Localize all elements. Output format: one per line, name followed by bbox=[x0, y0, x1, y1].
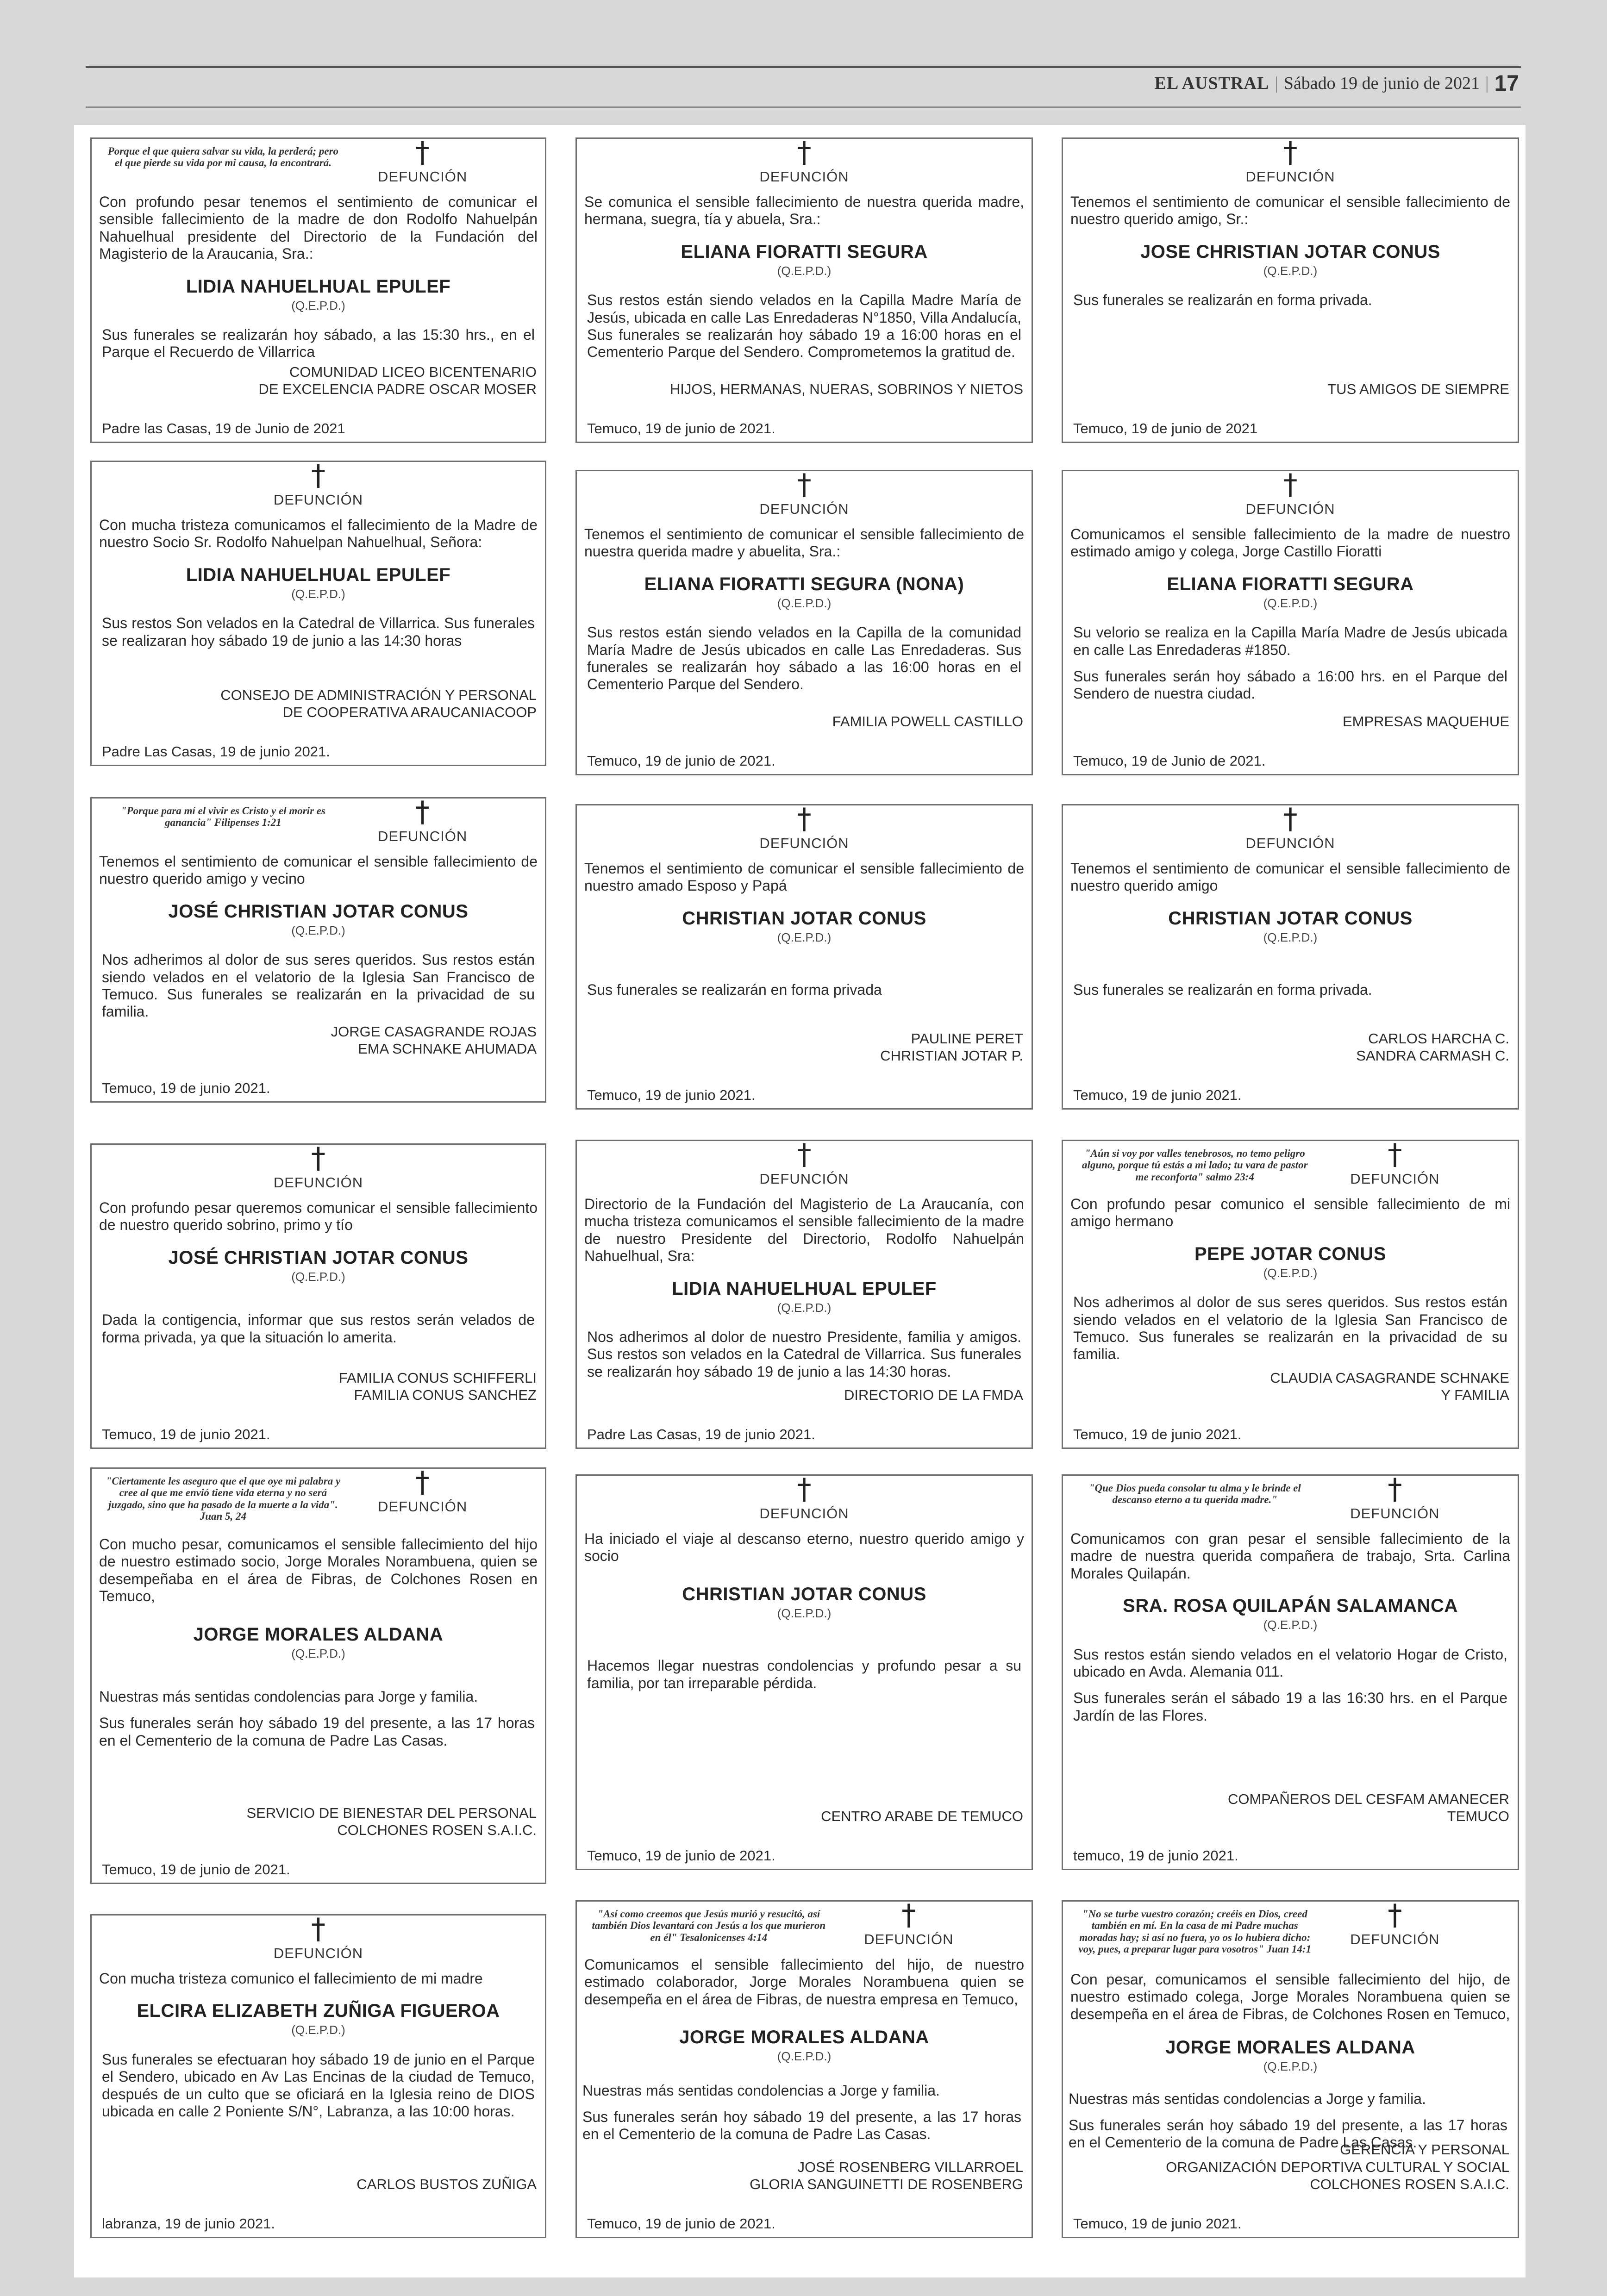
notice-label: DEFUNCIÓN bbox=[378, 828, 468, 844]
notice-intro: Comunicamos con gran pesar el sensible fallecimiento de la madre de nuestra querida compañera de trabajo, Srta. Carlina Morales Quilapán. bbox=[1070, 1530, 1510, 1582]
signature-line: TUS AMIGOS DE SIEMPRE bbox=[1327, 381, 1509, 397]
notice-label: DEFUNCIÓN bbox=[1245, 168, 1335, 185]
signature-line: EMPRESAS MAQUEHUE bbox=[1342, 713, 1509, 730]
signature-line: DE COOPERATIVA ARAUCANIACOOP bbox=[282, 704, 537, 720]
signature-line: PAULINE PERET bbox=[911, 1030, 1023, 1047]
cross-icon: † bbox=[415, 1467, 430, 1499]
notice-label: DEFUNCIÓN bbox=[1350, 1171, 1440, 1187]
bible-quote: "No se turbe vuestro corazón; creéis en Dios, creed también en mí. En la casa de mi Padre muchas moradas hay; si así no fuera, yo os lo hubiera dicho: voy, pues, a preparar lugar para vosotros" Juan 14:1 bbox=[1078, 1908, 1312, 1955]
obituary-notice bbox=[575, 137, 1033, 443]
notice-date: Temuco, 19 de junio de 2021 bbox=[1073, 420, 1258, 437]
signature-line: GERENCIA Y PERSONAL bbox=[1340, 2141, 1509, 2158]
notice-label: DEFUNCIÓN bbox=[273, 1945, 363, 1961]
notice-date: Temuco, 19 de junio 2021. bbox=[1073, 1426, 1242, 1442]
notice-date: temuco, 19 de junio 2021. bbox=[1073, 1847, 1238, 1864]
deceased-name: ELCIRA ELIZABETH ZUÑIGA FIGUEROA bbox=[137, 2001, 500, 2021]
signature bbox=[844, 1386, 1023, 1404]
notice-header bbox=[577, 1902, 1032, 1956]
signature bbox=[220, 686, 537, 721]
signature bbox=[1228, 1791, 1509, 1825]
obituary-notice bbox=[1062, 1140, 1519, 1449]
body-paragraph: Sus funerales serán hoy sábado 19 del presente, a las 17 horas en el Cementerio de la comuna de Padre Las Casas. bbox=[1069, 2116, 1507, 2151]
deceased-name: JORGE MORALES ALDANA bbox=[1165, 2037, 1415, 2058]
deceased-name: ELIANA FIORATTI SEGURA (NONA) bbox=[644, 574, 964, 594]
notice-date: Temuco, 19 de junio de 2021. bbox=[587, 1847, 775, 1864]
signature bbox=[1356, 1030, 1509, 1064]
notice-body bbox=[1073, 1294, 1507, 1363]
deceased-name: JOSÉ CHRISTIAN JOTAR CONUS bbox=[168, 1247, 469, 1268]
deceased-name: CHRISTIAN JOTAR CONUS bbox=[682, 908, 926, 929]
cross-icon: † bbox=[415, 137, 430, 169]
signature-line: GLORIA SANGUINETTI DE ROSENBERG bbox=[750, 2176, 1023, 2192]
notice-header bbox=[1063, 1141, 1518, 1196]
notice-date: Temuco, 19 de junio 2021. bbox=[102, 1079, 270, 1096]
notice-intro: Directorio de la Fundación del Magisterio de La Araucanía, con mucha tristeza comunicamos el sensible fallecimiento de la madre de nuestro Presidente del Directorio, Rodolfo Nahuelpán Nahuelhual, Sra: bbox=[584, 1196, 1024, 1265]
notice-body bbox=[102, 1311, 535, 1346]
deceased-name: LIDIA NAHUELHUAL EPULEF bbox=[672, 1278, 937, 1299]
qepd: (Q.E.P.D.) bbox=[1263, 1266, 1318, 1280]
notice-label: DEFUNCIÓN bbox=[378, 1498, 468, 1515]
qepd: (Q.E.P.D.) bbox=[777, 263, 832, 278]
notice-body bbox=[1073, 292, 1507, 309]
body-paragraph: Nuestras más sentidas condolencias para Jorge y familia. bbox=[99, 1688, 478, 1705]
notice-date: Temuco, 19 de junio 2021. bbox=[587, 1086, 756, 1103]
signature bbox=[750, 2159, 1023, 2193]
obituary-notice bbox=[1062, 470, 1519, 775]
signature-line: JOSÉ ROSENBERG VILLARROEL bbox=[797, 2159, 1023, 2175]
signature-line: CARLOS HARCHA C. bbox=[1368, 1030, 1509, 1047]
cross-icon: † bbox=[1283, 470, 1298, 501]
signature bbox=[331, 1023, 537, 1057]
notice-header bbox=[577, 1476, 1032, 1530]
obituary-notice bbox=[1062, 1900, 1519, 2238]
masthead bbox=[1155, 69, 1519, 97]
notice-body bbox=[587, 624, 1021, 693]
obituary-notice bbox=[90, 1467, 546, 1884]
body-paragraph: Dada la contigencia, informar que sus restos serán velados de forma privada, ya que la situación lo amerita. bbox=[102, 1311, 535, 1346]
signature-line: ORGANIZACIÓN DEPORTIVA CULTURAL Y SOCIAL bbox=[1166, 2159, 1509, 2175]
cross-icon: † bbox=[901, 1900, 916, 1932]
notice-date: labranza, 19 de junio 2021. bbox=[102, 2215, 275, 2232]
qepd: (Q.E.P.D.) bbox=[1263, 1618, 1318, 1632]
notice-header bbox=[92, 1915, 545, 1970]
issue-date: Sábado 19 de junio de 2021 bbox=[1283, 74, 1480, 93]
notice-header bbox=[92, 1469, 545, 1536]
notice-intro: Con mucha tristeza comunico el fallecimiento de mi madre bbox=[99, 1970, 483, 1987]
notice-intro: Ha iniciado el viaje al descanso eterno, nuestro querido amigo y socio bbox=[584, 1530, 1024, 1565]
notice-intro: Tenemos el sentimiento de comunicar el sensible fallecimiento de nuestro querido amigo, Sr.: bbox=[1070, 193, 1510, 228]
signature bbox=[880, 1030, 1023, 1064]
qepd: (Q.E.P.D.) bbox=[291, 298, 345, 312]
masthead-separator: | bbox=[1275, 74, 1278, 93]
qepd: (Q.E.P.D.) bbox=[291, 586, 345, 601]
signature-line: COMUNIDAD LICEO BICENTENARIO bbox=[289, 363, 537, 380]
cross-icon: † bbox=[311, 1143, 325, 1175]
bible-quote: "Que Dios pueda consolar tu alma y le brinde el descanso eterno a tu querida madre." bbox=[1088, 1482, 1301, 1506]
body-paragraph: Sus funerales se realizarán hoy sábado, a las 15:30 hrs., en el Parque el Recuerdo de Villarrica bbox=[102, 326, 535, 361]
notice-header bbox=[1063, 139, 1518, 193]
cross-icon: † bbox=[797, 470, 812, 501]
qepd: (Q.E.P.D.) bbox=[1263, 2059, 1318, 2074]
signature-line: HIJOS, HERMANAS, NUERAS, SOBRINOS Y NIETOS bbox=[669, 381, 1023, 397]
signature bbox=[821, 1808, 1023, 1825]
signature-line: CLAUDIA CASAGRANDE SCHNAKE bbox=[1270, 1369, 1509, 1386]
obituary-notice bbox=[575, 804, 1033, 1110]
bible-quote: "Aún si voy por valles tenebrosos, no temo peligro alguno, porque tú estás a mi lado; tu vara de pastor me reconforta" salmo 23:4 bbox=[1082, 1148, 1308, 1183]
notice-intro: Comunicamos el sensible fallecimiento de la madre de nuestro estimado amigo y colega, Jorge Castillo Fioratti bbox=[1070, 526, 1510, 560]
signature-line: COLCHONES ROSEN S.A.I.C. bbox=[1310, 2176, 1509, 2192]
notice-header bbox=[92, 139, 545, 193]
notice-header bbox=[577, 805, 1032, 860]
body-paragraph: Sus funerales se realizarán en forma privada. bbox=[1073, 981, 1372, 998]
cross-icon: † bbox=[1283, 137, 1298, 169]
obituary-notice bbox=[575, 1474, 1033, 1870]
signature-line: CARLOS BUSTOS ZUÑIGA bbox=[356, 2176, 537, 2192]
deceased-name: JORGE MORALES ALDANA bbox=[193, 1624, 444, 1645]
notice-intro: Con mucho pesar, comunicamos el sensible fallecimiento del hijo de nuestro estimado socio, Jorge Morales Norambuena, quien se desempeñaba en el área de Fibras, de Colchones Rosen en Temuco, bbox=[99, 1536, 538, 1605]
notice-body bbox=[587, 981, 1021, 998]
notice-body bbox=[587, 292, 1021, 361]
bible-quote: "Ciertamente les aseguro que el que oye mi palabra y cree al que me envió tiene vida eterna y no será juzgado, sino que ha pasado de la muerte a la vida". Juan 5, 24 bbox=[106, 1475, 341, 1522]
notice-header bbox=[577, 139, 1032, 193]
notice-date: Temuco, 19 de junio de 2021. bbox=[587, 752, 775, 769]
notice-intro: Se comunica el sensible fallecimiento de nuestra querida madre, hermana, suegra, tía y abuela, Sra.: bbox=[584, 193, 1024, 228]
notice-intro: Con profundo pesar tenemos el sentimiento de comunicar el sensible fallecimiento de la madre de don Rodolfo Nahuelpán Nahuelhual presidente del Directorio de la Fundación del Magisterio de la Araucania, Sra.: bbox=[99, 193, 538, 262]
notice-header bbox=[1063, 1902, 1518, 1971]
notice-body bbox=[102, 2051, 535, 2121]
notice-intro: Tenemos el sentimiento de comunicar el sensible fallecimiento de nuestro amado Esposo y Papá bbox=[584, 860, 1024, 894]
bible-quote: "Porque para mí el vivir es Cristo y el morir es ganancia" Filipenses 1:21 bbox=[120, 805, 325, 829]
signature-line: CONSEJO DE ADMINISTRACIÓN Y PERSONAL bbox=[220, 686, 537, 703]
notice-intro: Con profundo pesar comunico el sensible fallecimiento de mi amigo hermano bbox=[1070, 1196, 1510, 1230]
bible-quote: "Así como creemos que Jesús murió y resucitó, así también Dios levantará con Jesús a los que murieron en él" Tesalonicenses 4:14 bbox=[592, 1908, 826, 1943]
masthead-separator: | bbox=[1485, 74, 1489, 93]
signature-line: DIRECTORIO DE LA FMDA bbox=[844, 1386, 1023, 1403]
signature-line: COLCHONES ROSEN S.A.I.C. bbox=[337, 1822, 537, 1838]
notice-intro: Con profundo pesar queremos comunicar el sensible fallecimiento de nuestro querido sobrino, primo y tío bbox=[99, 1199, 538, 1234]
signature bbox=[1166, 2141, 1509, 2193]
body-paragraph: Sus restos están siendo velados en la Capilla de la comunidad María Madre de Jesús ubicados en calle Las Enredaderas. Sus funerales se realizarán hoy sábado a las 16:00 horas en el Cementerio Parque del Sendero. bbox=[587, 624, 1021, 693]
obituary-notice bbox=[575, 1900, 1033, 2238]
body-paragraph: Sus funerales se realizarán en forma privada bbox=[587, 981, 882, 998]
deceased-name: JORGE MORALES ALDANA bbox=[679, 2027, 929, 2048]
signature bbox=[356, 2176, 537, 2193]
signature-line: DE EXCELENCIA PADRE OSCAR MOSER bbox=[258, 381, 537, 397]
notice-body bbox=[587, 1329, 1021, 1380]
deceased-name: CHRISTIAN JOTAR CONUS bbox=[682, 1584, 926, 1604]
qepd: (Q.E.P.D.) bbox=[291, 2023, 345, 2037]
signature bbox=[247, 1804, 537, 1839]
notice-intro: Tenemos el sentimiento de comunicar el sensible fallecimiento de nuestro querido amigo y vecino bbox=[99, 853, 538, 887]
notice-date: Padre Las Casas, 19 de junio 2021. bbox=[102, 743, 330, 760]
qepd: (Q.E.P.D.) bbox=[777, 930, 832, 944]
deceased-name: LIDIA NAHUELHUAL EPULEF bbox=[186, 276, 451, 297]
qepd: (Q.E.P.D.) bbox=[291, 923, 345, 937]
notice-label: DEFUNCIÓN bbox=[864, 1931, 954, 1947]
notice-header bbox=[92, 462, 545, 517]
newspaper-name: EL AUSTRAL bbox=[1154, 74, 1269, 93]
signature-line: SANDRA CARMASH C. bbox=[1356, 1047, 1509, 1064]
signature-line: CENTRO ARABE DE TEMUCO bbox=[821, 1808, 1023, 1824]
notice-header bbox=[92, 799, 545, 853]
body-paragraph: Sus funerales serán hoy sábado 19 del presente, a las 17 horas en el Cementerio de la comuna de Padre Las Casas. bbox=[582, 2108, 1021, 2143]
cross-icon: † bbox=[1283, 804, 1298, 836]
body-paragraph: Sus funerales se efectuaran hoy sábado 19 de junio en el Parque el Sendero, ubicado en Av Las Encinas de la ciudad de Temuco, después de un culto que se oficiará en la Iglesia reino de DIOS ubicada en calle 2 Poniente S/N°, Labranza, a las 10:00 horas. bbox=[102, 2051, 535, 2120]
body-paragraph: Nuestras más sentidas condolencias a Jorge y familia. bbox=[1069, 2090, 1426, 2107]
notice-body bbox=[102, 615, 535, 649]
notice-label: DEFUNCIÓN bbox=[1350, 1931, 1440, 1947]
notice-body bbox=[102, 951, 535, 1021]
signature-line: FAMILIA POWELL CASTILLO bbox=[832, 713, 1023, 730]
notice-label: DEFUNCIÓN bbox=[1245, 501, 1335, 517]
notice-label: DEFUNCIÓN bbox=[378, 168, 468, 185]
qepd: (Q.E.P.D.) bbox=[291, 1646, 345, 1660]
notice-intro: Comunicamos el sensible fallecimiento del hijo, de nuestro estimado colaborador, Jorge Morales Norambuena quien se desempeña en el área de Fibras, de nuestra empresa en Temuco, bbox=[584, 1956, 1024, 2008]
signature bbox=[1343, 713, 1509, 730]
cross-icon: † bbox=[797, 137, 812, 169]
page-number: 17 bbox=[1494, 71, 1519, 96]
notice-intro: Tenemos el sentimiento de comunicar el sensible fallecimiento de nuestro querido amigo bbox=[1070, 860, 1510, 894]
notice-date: Temuco, 19 de junio de 2021. bbox=[587, 2215, 775, 2232]
cross-icon: † bbox=[1388, 1474, 1402, 1506]
qepd: (Q.E.P.D.) bbox=[777, 1300, 832, 1315]
obituary-notice bbox=[1062, 137, 1519, 443]
signature-line: FAMILIA CONUS SANCHEZ bbox=[354, 1386, 537, 1403]
qepd: (Q.E.P.D.) bbox=[777, 1606, 832, 1620]
notice-date: Temuco, 19 de junio de 2021. bbox=[587, 420, 775, 437]
obituary-notice bbox=[1062, 1474, 1519, 1870]
qepd: (Q.E.P.D.) bbox=[1263, 596, 1318, 610]
notice-label: DEFUNCIÓN bbox=[759, 1505, 849, 1522]
qepd: (Q.E.P.D.) bbox=[291, 1269, 345, 1284]
notice-body bbox=[99, 1688, 535, 1749]
notice-header bbox=[1063, 471, 1518, 526]
signature bbox=[258, 363, 537, 398]
signature-line: CHRISTIAN JOTAR P. bbox=[880, 1047, 1023, 1064]
notice-intro: Con pesar, comunicamos el sensible fallecimiento del hijo, de nuestro estimado colega, Jorge Morales Norambuena quien se desempeña en el área de Fibras, de Colchones Rosen en Temuco, bbox=[1070, 1971, 1510, 2022]
notice-intro: Con mucha tristeza comunicamos el fallecimiento de la Madre de nuestro Socio Sr. Rodolfo Nahuelpan Nahuelhual, Señora: bbox=[99, 517, 538, 551]
obituary-notice bbox=[575, 1140, 1033, 1449]
notice-label: DEFUNCIÓN bbox=[759, 501, 849, 517]
obituary-notice bbox=[90, 1914, 546, 2238]
body-paragraph: Nos adherimos al dolor de sus seres queridos. Sus restos están siendo velados en el velatorio de la Iglesia San Francisco de Temuco. Sus funerales se realizarán en la privacidad de su familia. bbox=[1073, 1294, 1507, 1363]
body-paragraph: Sus funerales serán el sábado 19 a las 16:30 hrs. en el Parque Jardín de las Flores. bbox=[1073, 1690, 1507, 1724]
notice-intro: Tenemos el sentimiento de comunicar el sensible fallecimiento de nuestra querida madre y abuelita, Sra.: bbox=[584, 526, 1024, 560]
signature-line: Y FAMILIA bbox=[1441, 1386, 1509, 1403]
notice-header bbox=[92, 1145, 545, 1199]
bible-quote: Porque el que quiera salvar su vida, la perderá; pero el que pierde su vida por mi causa, la encontrará. bbox=[107, 145, 339, 169]
obituary-notice bbox=[90, 461, 546, 766]
notice-header bbox=[1063, 805, 1518, 860]
notice-label: DEFUNCIÓN bbox=[759, 168, 849, 185]
deceased-name: JOSE CHRISTIAN JOTAR CONUS bbox=[1140, 241, 1440, 262]
notice-body bbox=[587, 1657, 1021, 1692]
body-paragraph: Sus restos Son velados en la Catedral de Villarrica. Sus funerales se realizaran hoy sábado 19 de junio a las 14:30 horas bbox=[102, 615, 535, 649]
notice-date: Padre Las Casas, 19 de junio 2021. bbox=[587, 1426, 815, 1442]
notice-header bbox=[577, 471, 1032, 526]
body-paragraph: Su velorio se realiza en la Capilla María Madre de Jesús ubicada en calle Las Enredaderas #1850. bbox=[1073, 624, 1507, 658]
deceased-name: LIDIA NAHUELHUAL EPULEF bbox=[186, 564, 451, 585]
notice-body bbox=[1073, 624, 1507, 703]
signature-line: TEMUCO bbox=[1447, 1808, 1509, 1824]
signature bbox=[670, 381, 1023, 398]
body-paragraph: Sus funerales serán hoy sábado 19 del presente, a las 17 horas en el Cementerio de la comuna de Padre Las Casas. bbox=[99, 1715, 535, 1749]
notice-label: DEFUNCIÓN bbox=[273, 492, 363, 508]
obituary-notice bbox=[575, 470, 1033, 775]
deceased-name: CHRISTIAN JOTAR CONUS bbox=[1168, 908, 1413, 929]
notice-date: Temuco, 19 de Junio de 2021. bbox=[1073, 752, 1266, 769]
obituary-notice bbox=[1062, 804, 1519, 1110]
obituary-notice bbox=[90, 137, 546, 443]
notice-header bbox=[577, 1141, 1032, 1196]
body-paragraph: Nos adherimos al dolor de sus seres queridos. Sus restos están siendo velados en el velatorio de la Iglesia San Francisco de Temuco. Sus funerales se realizarán en la privacidad de su familia. bbox=[102, 951, 535, 1020]
top-rule bbox=[86, 66, 1521, 68]
notice-label: DEFUNCIÓN bbox=[1350, 1505, 1440, 1522]
notice-date: Temuco, 19 de junio 2021. bbox=[102, 1426, 270, 1442]
notice-date: Padre las Casas, 19 de Junio de 2021 bbox=[102, 420, 345, 437]
body-paragraph: Sus restos están siendo velados en el velatorio Hogar de Cristo, ubicado en Avda. Alemania 011. bbox=[1073, 1646, 1507, 1680]
qepd: (Q.E.P.D.) bbox=[1263, 263, 1318, 278]
notice-label: DEFUNCIÓN bbox=[273, 1174, 363, 1191]
cross-icon: † bbox=[415, 797, 430, 829]
qepd: (Q.E.P.D.) bbox=[777, 596, 832, 610]
deceased-name: ELIANA FIORATTI SEGURA bbox=[681, 241, 928, 262]
deceased-name: PEPE JOTAR CONUS bbox=[1194, 1243, 1386, 1264]
obituary-notice bbox=[90, 797, 546, 1103]
notice-header bbox=[1063, 1476, 1518, 1530]
header-rule bbox=[86, 106, 1521, 108]
notice-body bbox=[1073, 981, 1507, 998]
notice-body bbox=[582, 2082, 1021, 2143]
notice-date: Temuco, 19 de junio 2021. bbox=[1073, 2215, 1242, 2232]
body-paragraph: Hacemos llegar nuestras condolencias y profundo pesar a su familia, por tan irreparable pérdida. bbox=[587, 1657, 1021, 1691]
cross-icon: † bbox=[1388, 1900, 1402, 1932]
body-paragraph: Sus funerales se realizarán en forma privada. bbox=[1073, 292, 1372, 309]
signature-line: SERVICIO DE BIENESTAR DEL PERSONAL bbox=[246, 1804, 537, 1821]
notice-date: Temuco, 19 de junio 2021. bbox=[1073, 1086, 1242, 1103]
notice-label: DEFUNCIÓN bbox=[759, 1171, 849, 1187]
notice-date: Temuco, 19 de junio de 2021. bbox=[102, 1861, 290, 1878]
body-paragraph: Nuestras más sentidas condolencias a Jorge y familia. bbox=[582, 2082, 940, 2099]
signature-line: FAMILIA CONUS SCHIFFERLI bbox=[338, 1369, 537, 1386]
notice-label: DEFUNCIÓN bbox=[1245, 835, 1335, 851]
cross-icon: † bbox=[797, 1474, 812, 1506]
body-paragraph: Sus funerales serán hoy sábado a 16:00 hrs. en el Parque del Sendero de nuestra ciudad. bbox=[1073, 668, 1507, 702]
cross-icon: † bbox=[797, 804, 812, 836]
body-paragraph: Sus restos están siendo velados en la Capilla Madre María de Jesús, ubicada en calle Las Enredaderas N°1850, Villa Andalucía, Sus funerales se realizarán hoy sábado 19 a 16:00 horas en el Cementerio Parque del Sendero. Comprometemos la gratitud de. bbox=[587, 292, 1021, 361]
signature-line: JORGE CASAGRANDE ROJAS bbox=[331, 1023, 537, 1040]
body-paragraph: Nos adherimos al dolor de nuestro Presidente, familia y amigos. Sus restos son velados en la Catedral de Villarrica. Sus funerales se realizarán hoy sábado 19 de junio a las 14:30 horas. bbox=[587, 1328, 1021, 1380]
notice-body bbox=[1073, 1646, 1507, 1725]
cross-icon: † bbox=[311, 1914, 325, 1946]
signature bbox=[339, 1369, 537, 1404]
cross-icon: † bbox=[797, 1140, 812, 1171]
notice-label: DEFUNCIÓN bbox=[759, 835, 849, 851]
signature bbox=[832, 713, 1023, 730]
cross-icon: † bbox=[1388, 1140, 1402, 1171]
obituary-notice bbox=[90, 1143, 546, 1449]
deceased-name: SRA. ROSA QUILAPÁN SALAMANCA bbox=[1123, 1596, 1458, 1616]
qepd: (Q.E.P.D.) bbox=[777, 2049, 832, 2064]
signature-line: EMA SCHNAKE AHUMADA bbox=[358, 1040, 537, 1057]
signature bbox=[1270, 1369, 1509, 1404]
deceased-name: ELIANA FIORATTI SEGURA bbox=[1167, 574, 1414, 594]
notice-body bbox=[102, 326, 535, 361]
signature bbox=[1327, 381, 1509, 398]
obituary-page bbox=[74, 125, 1526, 2277]
signature-line: COMPAÑEROS DEL CESFAM AMANECER bbox=[1227, 1791, 1509, 1807]
qepd: (Q.E.P.D.) bbox=[1263, 930, 1318, 944]
cross-icon: † bbox=[311, 461, 325, 492]
deceased-name: JOSÉ CHRISTIAN JOTAR CONUS bbox=[168, 901, 469, 922]
